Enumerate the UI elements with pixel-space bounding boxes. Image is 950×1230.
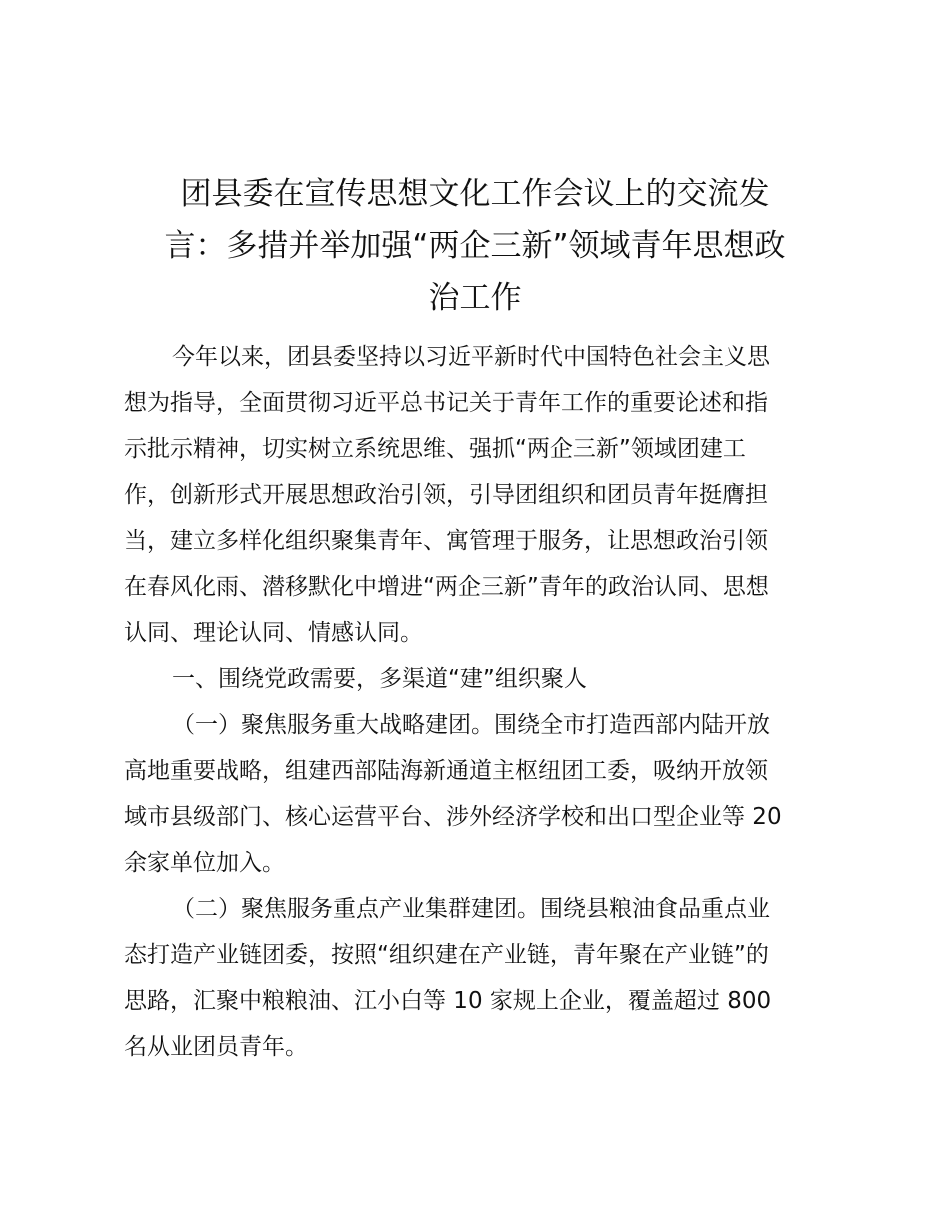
- paragraph-line: 域市县级部门、核心运营平台、涉外经济学校和出口型企业等 20: [124, 804, 782, 830]
- section-heading: 一、围绕党政需要，多渠道“建”组织聚人: [172, 666, 587, 692]
- paragraph-line: 认同、理论认同、情感认同。: [124, 620, 423, 646]
- paragraph-line: 当，建立多样化组织聚集青年、寓管理于服务，让思想政治引领: [124, 528, 768, 554]
- paragraph-line: 示批示精神，切实树立系统思维、强抓“两企三新”领域团建工: [124, 436, 746, 462]
- paragraph-line: 名从业团员青年。: [124, 1034, 308, 1060]
- subsection-paragraph-2: [124, 886, 830, 1070]
- intro-paragraph: [124, 334, 830, 656]
- paragraph-line: 态打造产业链团委，按照“组织建在产业链，青年聚在产业链”的: [124, 942, 769, 968]
- document-title: [120, 168, 830, 324]
- paragraph-line: 作，创新形式开展思想政治引领，引导团组织和团员青年挺膺担: [124, 482, 768, 508]
- paragraph-line: 想为指导，全面贯彻习近平总书记关于青年工作的重要论述和指: [124, 390, 768, 416]
- document-body: [124, 334, 830, 1070]
- paragraph-line: （一）聚焦服务重大战略建团。围绕全市打造西部内陆开放: [172, 712, 770, 738]
- title-line: 治工作: [428, 280, 522, 316]
- paragraph-line: 思路，汇聚中粮粮油、江小白等 10 家规上企业，覆盖超过 800: [124, 988, 772, 1014]
- title-line: 言：多措并举加强“两企三新”领域青年思想政: [164, 228, 786, 264]
- paragraph-line: 在春风化雨、潜移默化中增进“两企三新”青年的政治认同、思想: [124, 574, 769, 600]
- title-line: 团县委在宣传思想文化工作会议上的交流发: [180, 176, 770, 212]
- paragraph-line: 今年以来，团县委坚持以习近平新时代中国特色社会主义思: [172, 344, 770, 370]
- paragraph-line: 高地重要战略，组建西部陆海新通道主枢纽团工委，吸纳开放领: [124, 758, 768, 784]
- paragraph-line: 余家单位加入。: [124, 850, 285, 876]
- subsection-paragraph-1: [124, 702, 830, 886]
- paragraph-line: （二）聚焦服务重点产业集群建团。围绕县粮油食品重点业: [172, 896, 770, 922]
